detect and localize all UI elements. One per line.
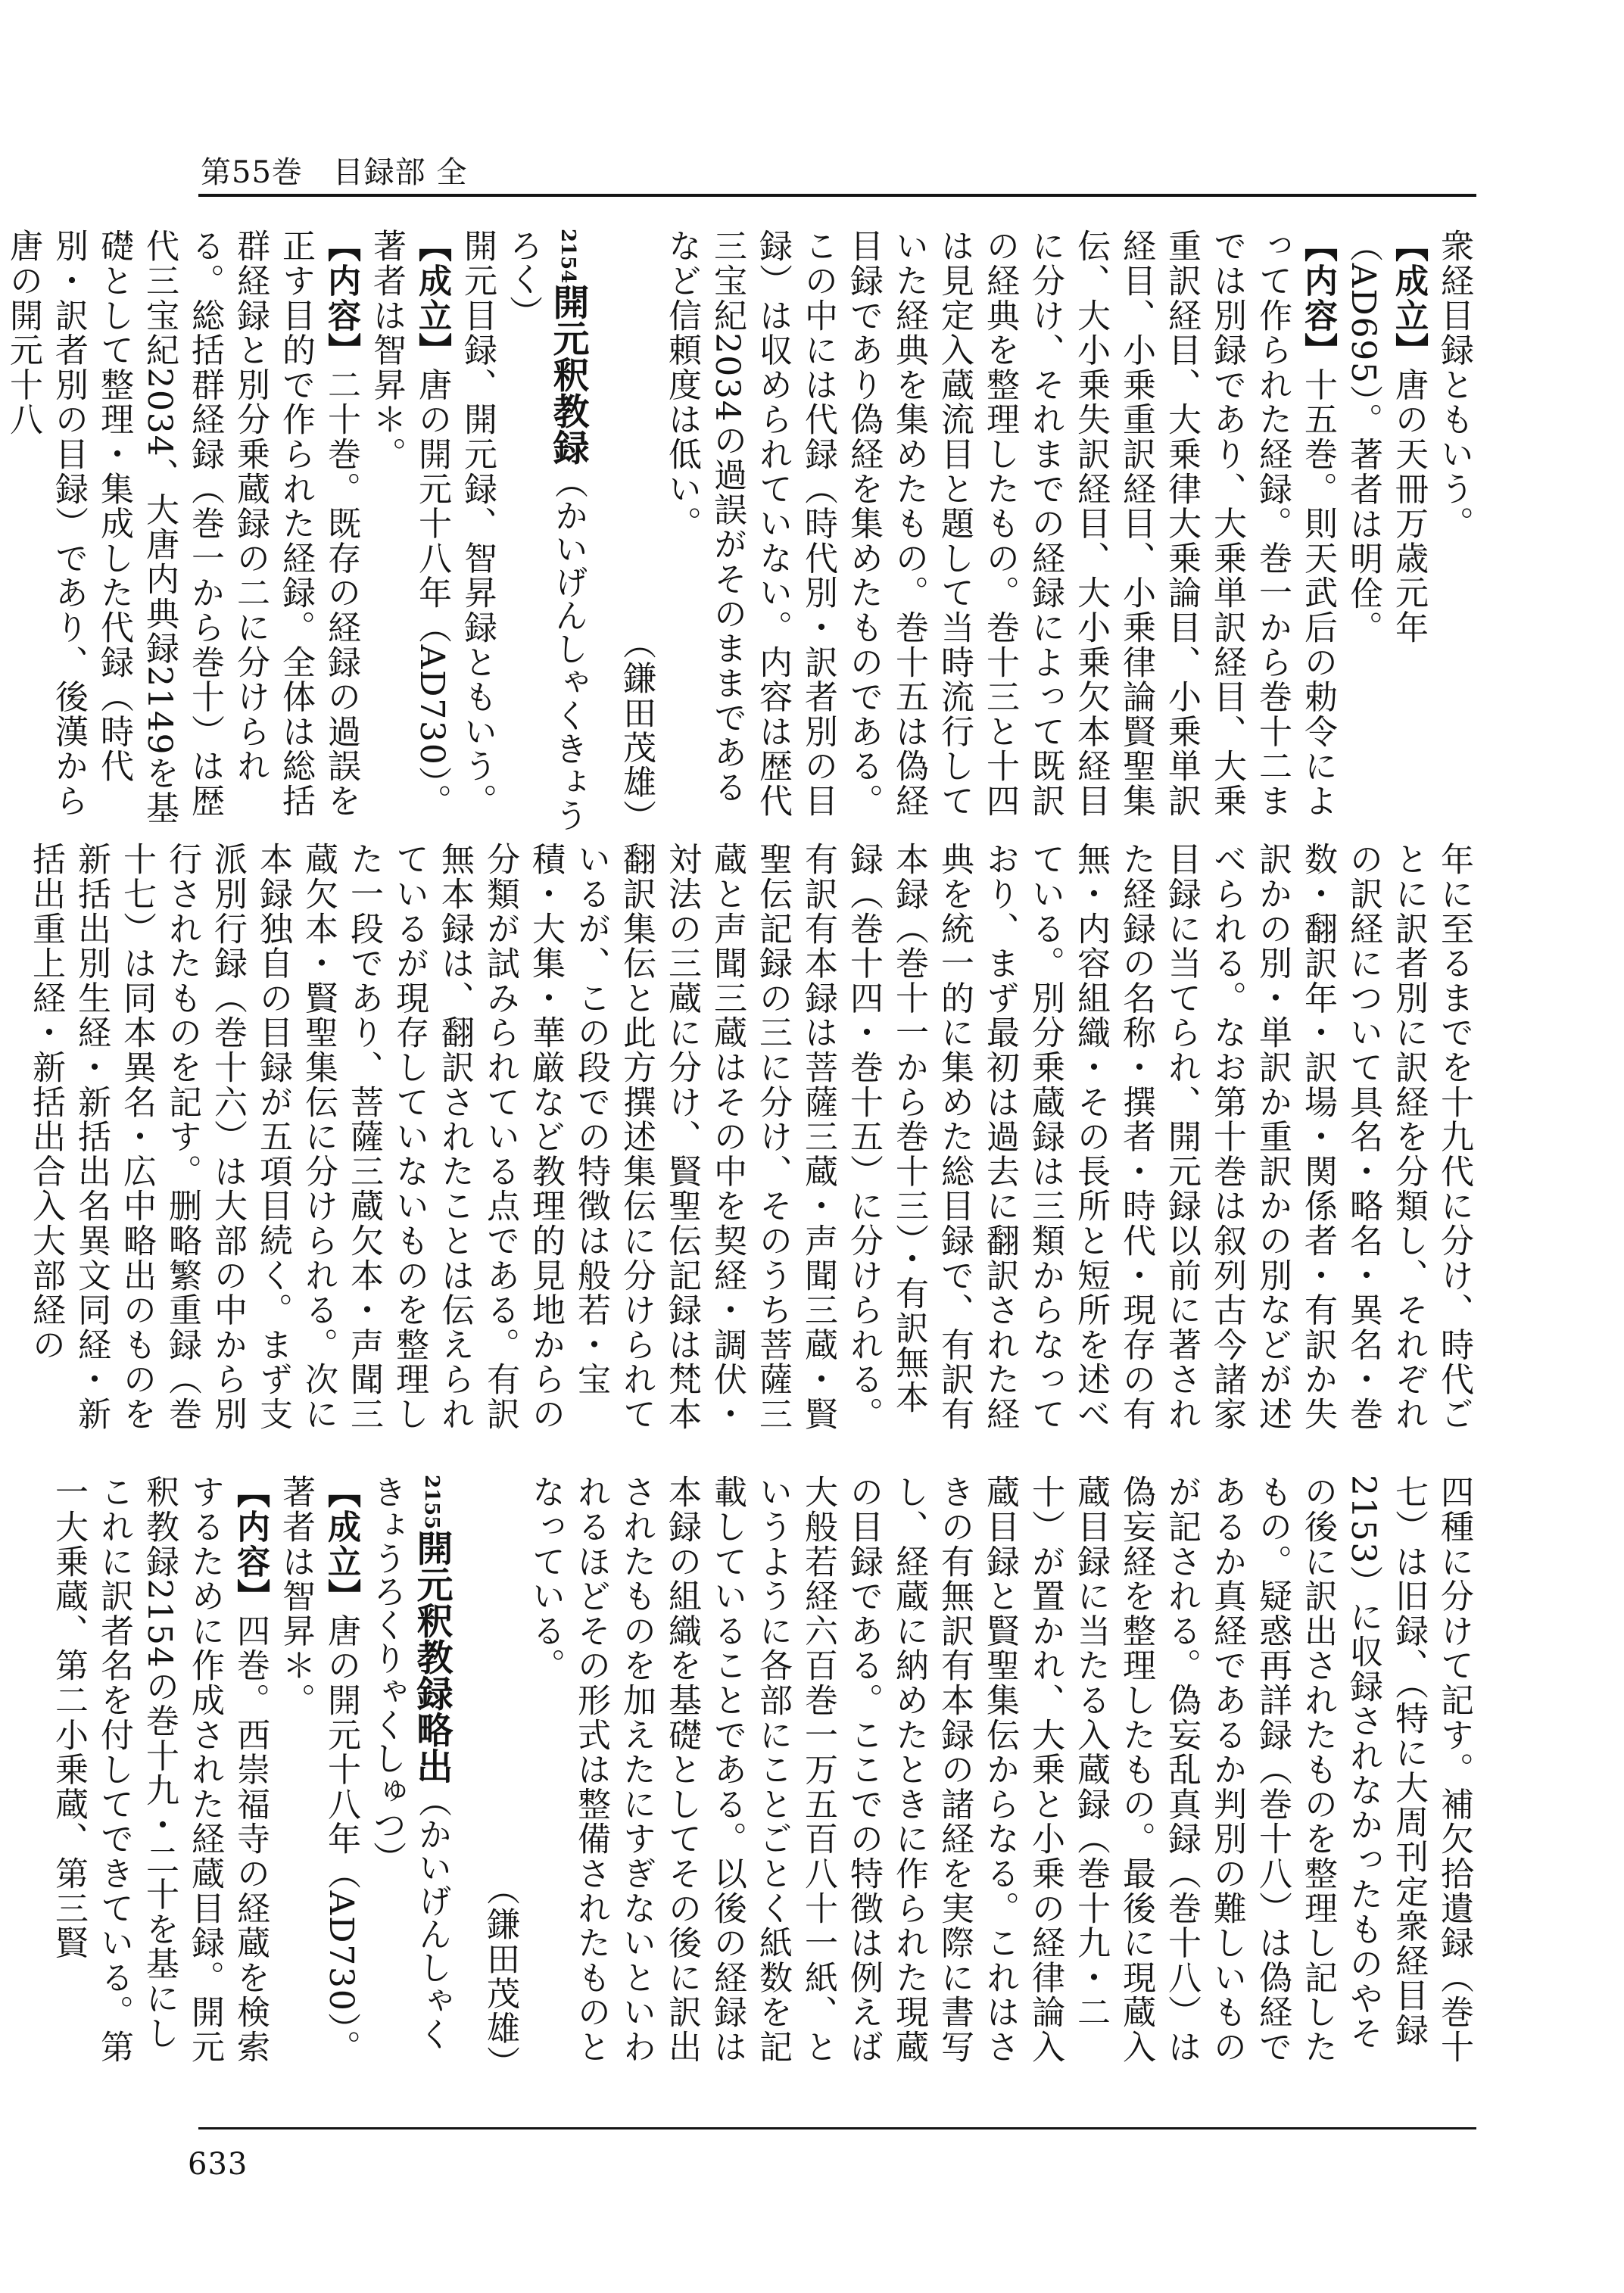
- entry-title: 開元釈教録: [547, 283, 589, 466]
- footer-rule: [198, 2127, 1476, 2129]
- entry-reading: （かいげんしゃくきょうろくりゃくしゅつ）: [367, 1475, 451, 2051]
- naiyo-text: 二十巻。既存の経録の過誤を正す目的で作られた経録。全体は総括群経録と別分乗蔵録の二に分けられる。総括群経録（巻一から巻十）は歴代三宝紀2034、大唐内典録2149を基礎として整理・集成した代録（時代別・訳者別の目録）であり、後漢から唐の開元十八: [4, 229, 360, 825]
- entry-number: 2154: [556, 229, 579, 284]
- entry-gap: [591, 229, 613, 834]
- naiyo-text: 十五巻。則天武后の勅令によって作られた経録。巻一から巻十二までは別録であり、大乗単訳経目、大乗重訳経目、大乗律大乗論目、小乗単訳経目、小乗重訳経目、小乗律論賢聖集伝、大小乗失訳経目、大小乗欠本経目に分け、それまでの経録によって既訳の経典を整理したもの。巻十三と十四は見定入蔵流目と題して当時流行していた経典を集めたもの。巻十五は偽経目録であり偽経を集めたものである。この中には代録（時代別・訳者別の目録）は収められていない。内容は歴代三宝紀2034の過誤がそのままであるなど信頼度は低い。: [662, 229, 1337, 818]
- entry-2153-naiyo: [659, 229, 1340, 834]
- seiritsu-text: 唐の開元十八年（AD730）。著者は智昇＊。: [276, 1475, 360, 2065]
- entry-2155-seiritsu: [273, 1475, 363, 2080]
- entry-2153-seiritsu: [1340, 229, 1431, 834]
- entry-2155-naiyo: [45, 1475, 273, 2080]
- entry-2154-alt-names: 開元目録、開元録、智昇録ともいう。: [458, 229, 497, 818]
- volume-label: 第55巻: [201, 155, 303, 190]
- entry-2153-tail: 衆経目録ともいう。: [1435, 229, 1473, 541]
- seiritsu-label: 【成立】: [322, 1475, 360, 1614]
- entry-2154-seiritsu: [363, 229, 454, 834]
- text-tier-middle: [26, 842, 1476, 1447]
- page-number: 633: [188, 2147, 248, 2182]
- seiritsu-label: 【成立】: [413, 229, 451, 368]
- seiritsu-label: 【成立】: [1389, 229, 1428, 368]
- header-rule: [198, 194, 1476, 197]
- entry-2154-body-continued: 年に至るまでを十九代に分け、時代ごとに訳者別に訳経を分類し、それぞれの訳経について具名・略名・異名・巻数・翻訳年・訳場・関係者・有訳か失訳かの別・単訳か重訳かの別などが述べられる。なお第十巻は叙列古今諸家目録に当てられ、開元録以前に著された経録の名称・撰者・時代・現存の有無・内容組織・その長所と短所を述べている。別分乗蔵録は三類からなっており、まず最初は過去に翻訳された経典を統一的に集めた総目録で、有訳有本録（巻十一から巻十三）・有訳無本録（巻十四・巻十五）に分けられる。有訳有本録は菩薩三蔵・声聞三蔵・賢聖伝記録の三に分け、そのうち菩薩三蔵と声聞三蔵はその中を契経・調伏・対法の三蔵に分け、賢聖伝記録は梵本翻訳集伝と此方撰述集伝に分けられているが、この段での特徴は般若・宝積・大集・華厳など教理的見地からの分類が試みられている点である。有訳無本録は、翻訳されたことは伝えられているが現存していないものを整理した一段であり、菩薩三蔵欠本・声聞三蔵欠本・賢聖集伝に分けられる。次に本録独自の目録が五項目続く。まず支派別行録（巻十六）は大部の中から別行されたものを記す。删略繁重録（巻十七）は同本異名・広中略出のものを新括出別生経・新括出名異文同経・新括出重上経・新括出合入大部経の: [26, 842, 1473, 1432]
- naiyo-label: 【内容】: [231, 1475, 270, 1614]
- entry-title: 開元釈教録略出: [410, 1529, 453, 1784]
- entry-number: 2155: [420, 1475, 443, 1530]
- naiyo-text: 四巻。西崇福寺の経蔵を検索するために作成された経蔵目録。開元釈教録2154の巻十九・二十を基にしこれに訳者名を付してできている。第一大乗蔵、第二小乗蔵、第三賢: [49, 1475, 270, 2064]
- entry-reading: （かいげんしゃくきょうろく）: [503, 229, 588, 832]
- running-header: [201, 148, 487, 192]
- text-tier-bottom: [49, 1475, 1476, 2080]
- section-label: 目録部 全: [332, 155, 468, 190]
- text-tier-top: [4, 229, 1476, 834]
- naiyo-label: 【内容】: [322, 229, 360, 368]
- seiritsu-text: 唐の天冊万歳元年（AD695）。著者は明佺。: [1344, 229, 1428, 646]
- entry-2155-heading: [363, 1475, 454, 2080]
- entry-2154-body-end: 四種に分けて記す。補欠拾遺録（巻十七）は旧録、（特に大周刊定衆経目録2153）に収録されなかったものやその後に訳出されたものを整理し記したもの。疑惑再詳録（巻十八）は偽経であるか真経であるか判別の難しいものが記される。偽妄乱真録（巻十八）は偽妄経を整理したもの。最後に現蔵入蔵目録に当たる入蔵録（巻十九・二十）が置かれ、大乗と小乗の経律論入蔵目録と賢聖集伝からなる。これはさきの有無訳有本録の諸経を実際に書写し、経蔵に納めたときに作られた現蔵の目録である。ここでの特徴は例えば大般若経六百巻一万五百八十一紙、というように各部にことごとく紙数を記載していることである。以後の経録は本録の組織を基礎としてその後に訳出されたものを加えたにすぎないといわれるほどその形式は整備されたものとなっている。: [526, 1475, 1473, 2064]
- naiyo-label: 【内容】: [1298, 229, 1337, 368]
- seiritsu-text: 唐の開元十八年（AD730）。著者は智昇＊。: [367, 229, 451, 819]
- entry-2154-heading: [500, 229, 591, 834]
- entry-gap: [454, 1475, 477, 2080]
- entry-2154-naiyo: [0, 229, 363, 834]
- attribution: （鎌田茂雄）: [617, 626, 656, 834]
- attribution: （鎌田茂雄）: [481, 1872, 519, 2080]
